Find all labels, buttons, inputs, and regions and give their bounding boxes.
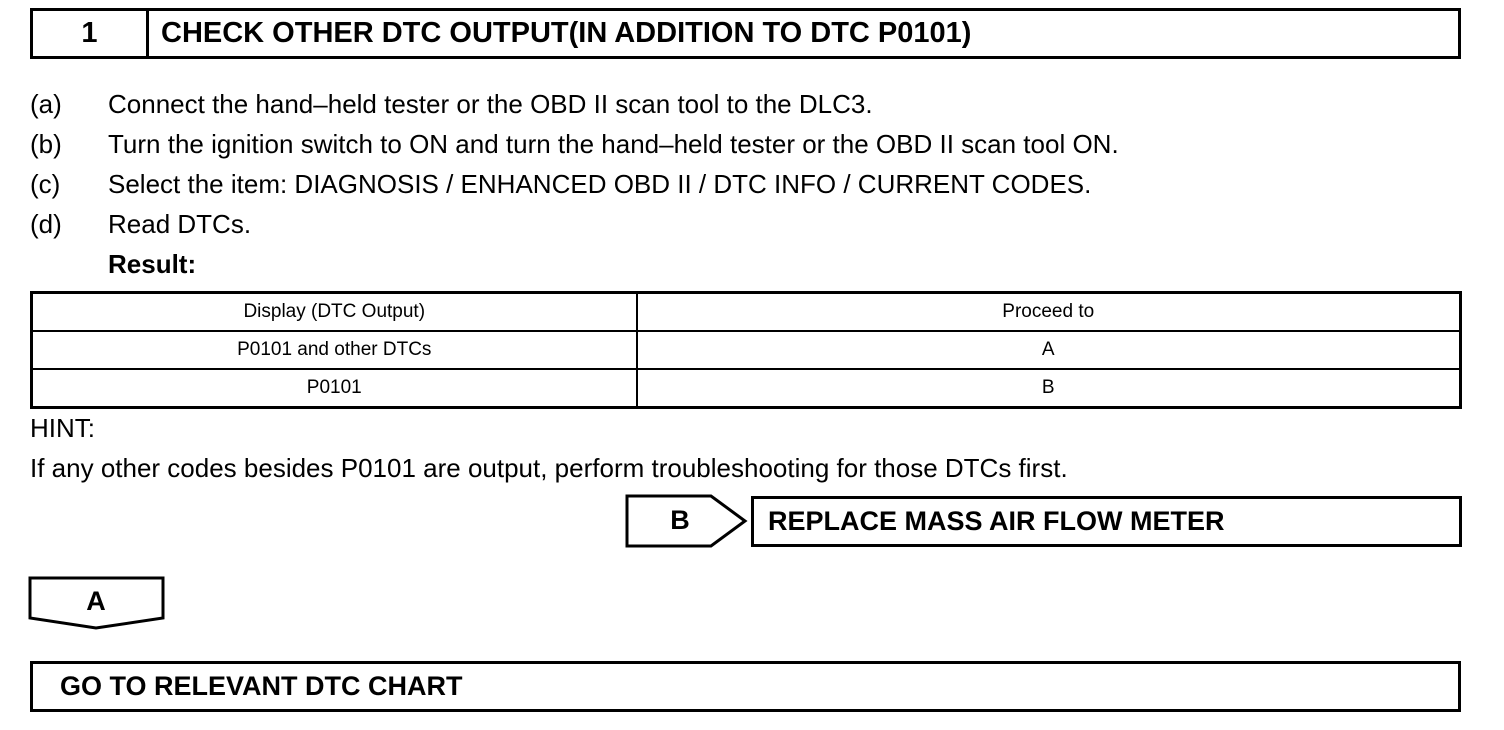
table-row — [32, 369, 1461, 408]
instruction-text: Select the item: DIAGNOSIS / ENHANCED OBD II / DTC INFO / CURRENT CODES. — [108, 169, 1092, 199]
step-number: 1 — [33, 11, 149, 56]
instruction-b — [30, 124, 1480, 164]
instruction-marker: (b) — [30, 129, 62, 159]
instruction-text: Connect the hand–held tester or the OBD II scan tool to the DLC3. — [108, 89, 873, 119]
result-a-label: A — [86, 585, 106, 616]
table-header-cell: Display (DTC Output) — [32, 293, 637, 332]
result-table — [30, 291, 1462, 409]
result-b-label: B — [670, 504, 690, 535]
table-header-row — [32, 293, 1461, 332]
result-b-action: REPLACE MASS AIR FLOW METER — [751, 496, 1462, 547]
instruction-text: Read DTCs. — [108, 209, 252, 239]
table-cell: B — [637, 369, 1461, 408]
instruction-marker: (a) — [30, 89, 62, 119]
table-cell: P0101 and other DTCs — [32, 331, 637, 369]
table-header-cell: Proceed to — [637, 293, 1461, 332]
instruction-text: Turn the ignition switch to ON and turn the hand–held tester or the OBD II scan tool ON. — [108, 129, 1119, 159]
instruction-c — [30, 164, 1480, 204]
table-row — [32, 331, 1461, 369]
result-label: Result: — [108, 249, 197, 279]
table-cell: A — [637, 331, 1461, 369]
instruction-marker: (c) — [30, 169, 61, 199]
instruction-a — [30, 84, 1480, 124]
step-title: CHECK OTHER DTC OUTPUT(IN ADDITION TO DTC P0101) — [161, 17, 972, 49]
step-header — [30, 8, 1461, 59]
instruction-marker: (d) — [30, 209, 62, 239]
result-a-action: GO TO RELEVANT DTC CHART — [30, 661, 1461, 712]
table-cell: P0101 — [32, 369, 637, 408]
hint-label: HINT: — [30, 413, 95, 443]
instruction-d — [30, 204, 1480, 244]
hint-text: If any other codes besides P0101 are output, perform troubleshooting for those DTCs first. — [30, 453, 1068, 483]
